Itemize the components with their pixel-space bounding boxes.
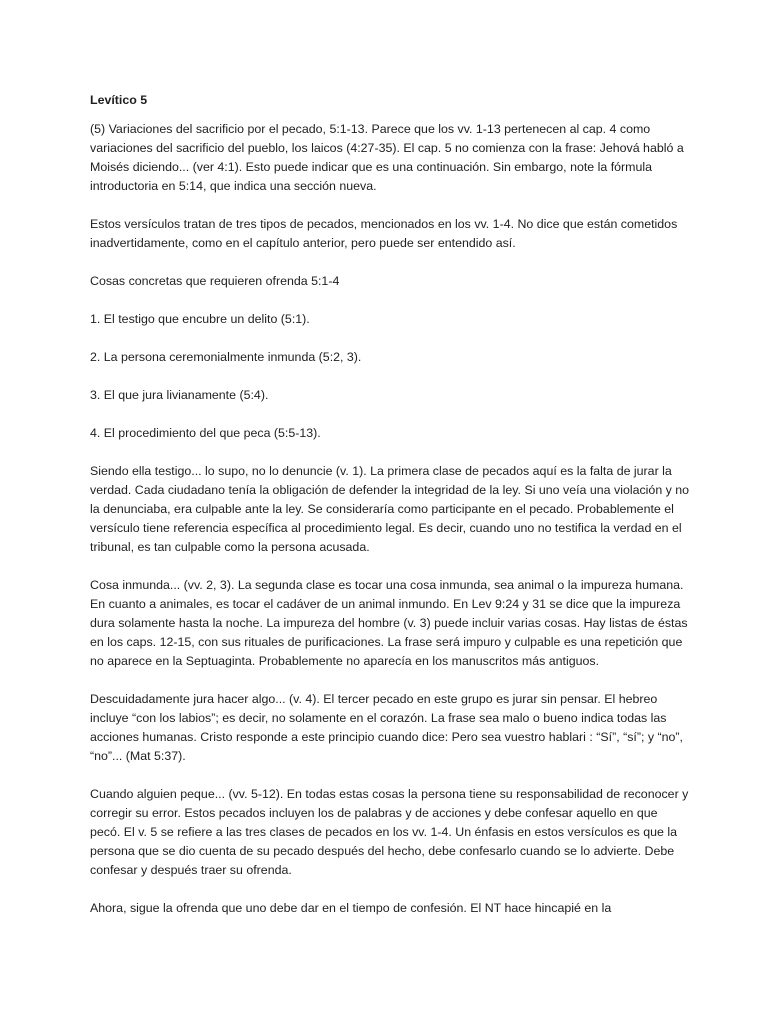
paragraph-witness: Siendo ella testigo... lo supo, no lo denuncie (v. 1). La primera clase de pecados aquí es la falta de jurar la verdad. Cada ciudadano tenía la obligación de defender la integridad de la ley. Si uno veía una violación y no la denunciaba, era culpable ante la ley. Se consideraría como participante en el pecado. Probablemente el versículo tiene referencia específica al procedimiento legal. Es decir, cuando uno no testifica la verdad en el tribunal, es tan culpable como la persona acusada.: [90, 464, 690, 554]
document-title: Levítico 5: [90, 93, 148, 107]
paragraph-intro: (5) Variaciones del sacrificio por el pecado, 5:1-13. Parece que los vv. 1-13 pertenecen al cap. 4 como variaciones del sacrificio del pueblo, los laicos (4:27-35). El cap. 5 no comienza con la frase: Jehová habló a Moisés diciendo... (ver 4:1). Esto puede indicar que es una continuación. Sin embargo, note la fórmula introductoria en 5:14, que indica una sección nueva.: [90, 122, 684, 193]
paragraph-heading: Cosas concretas que requieren ofrenda 5:1-4: [90, 274, 340, 288]
paragraph-confession: Cuando alguien peque... (vv. 5-12). En todas estas cosas la persona tiene su responsabilidad de reconocer y corregir su error. Estos pecados incluyen los de palabras y de acciones y debe confesar aquello en que pecó. El v. 5 se refiere a las tres clases de pecados en los vv. 1-4. Un énfasis en estos versículos es que la persona que se dio cuenta de su pecado después del hecho, debe confesarlo cuando se lo advierte. Debe confesar y después traer su ofrenda.: [90, 787, 689, 877]
list-item: 4. El procedimiento del que peca (5:5-13).: [90, 426, 321, 440]
paragraph-offering: Ahora, sigue la ofrenda que uno debe dar en el tiempo de confesión. El NT hace hincapié en la: [90, 901, 612, 915]
list-item: 3. El que jura livianamente (5:4).: [90, 388, 269, 402]
paragraph-unclean: Cosa inmunda... (vv. 2, 3). La segunda clase es tocar una cosa inmunda, sea animal o la impureza humana. En cuanto a animales, es tocar el cadáver de un animal inmundo. En Lev 9:24 y 31 se dice que la impureza dura solamente hasta la noche. La impureza del hombre (v. 3) puede incluir varias cosas. Hay listas de éstas en los caps. 12-15, con sus rituales de purificaciones. La frase será impuro y culpable es una repetición que no aparece en la Septuaginta. Probablemente no aparecía en los manuscritos más antiguos.: [90, 578, 688, 668]
list-item: 1. El testigo que encubre un delito (5:1).: [90, 312, 310, 326]
paragraph-sin-types: Estos versículos tratan de tres tipos de pecados, mencionados en los vv. 1-4. No dice que están cometidos inadvertidamente, como en el capítulo anterior, pero puede ser entendido así.: [90, 217, 678, 250]
list-item: 2. La persona ceremonialmente inmunda (5:2, 3).: [90, 350, 362, 364]
paragraph-oath: Descuidadamente jura hacer algo... (v. 4). El tercer pecado en este grupo es jurar sin pensar. El hebreo incluye “con los labios”; es decir, no solamente en el corazón. La frase sea malo o bueno indica todas las acciones humanas. Cristo responde a este principio cuando dice: Pero sea vuestro hablari : “Sí”, “sí”; y “no”, “no”... (Mat 5:37).: [90, 692, 683, 763]
document-page: [90, 91, 690, 937]
